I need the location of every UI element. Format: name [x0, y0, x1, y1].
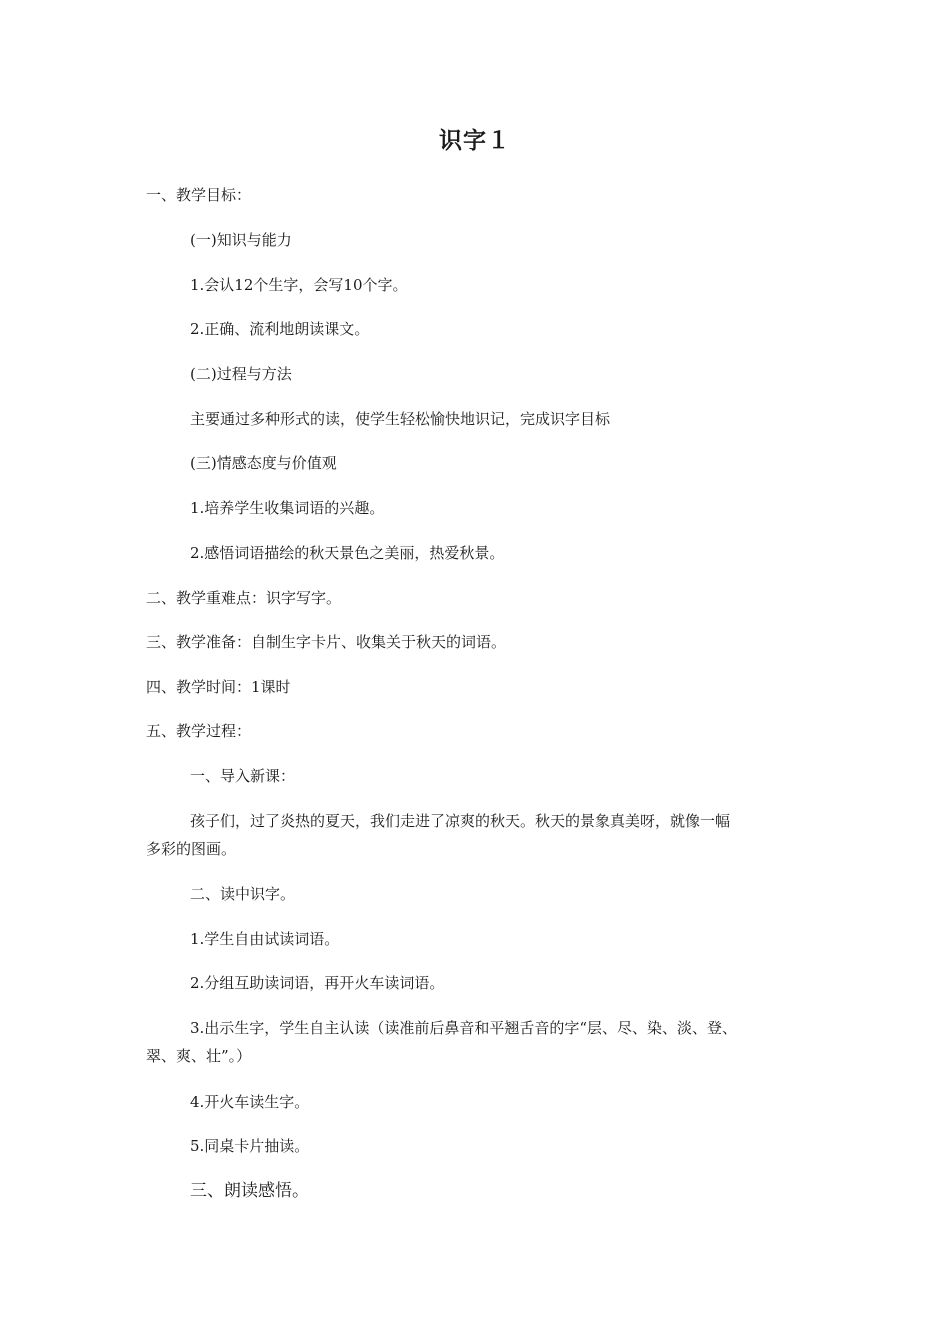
paragraph: 5.同桌卡片抽读。	[190, 1137, 310, 1155]
paragraph: 1.学生自由试读词语。	[190, 930, 340, 948]
paragraph: 孩子们，过了炎热的夏天，我们走进了凉爽的秋天。秋天的景象真美呀，就像一幅	[190, 812, 731, 830]
paragraph-continuation: 翠、爽、壮”。）	[146, 1047, 252, 1065]
paragraph-continuation: 多彩的图画。	[146, 840, 237, 858]
document-title: 识字１	[439, 127, 511, 154]
paragraph: 4.开火车读生字。	[190, 1093, 310, 1111]
paragraph: 2.感悟词语描绘的秋天景色之美丽，热爱秋景。	[190, 544, 505, 562]
subsection-heading: 一、导入新课：	[190, 767, 296, 785]
subsection-heading: (一)知识与能力	[190, 231, 292, 249]
subsection-heading: 二、读中识字。	[190, 885, 296, 903]
paragraph: 2.正确、流利地朗读课文。	[190, 320, 370, 338]
subsection-heading: (二)过程与方法	[190, 365, 292, 383]
paragraph: 主要通过多种形式的读，使学生轻松愉快地识记，完成识字目标	[190, 410, 611, 428]
paragraph: 1.培养学生收集词语的兴趣。	[190, 499, 385, 517]
paragraph: 2.分组互助读词语，再开火车读词语。	[190, 974, 445, 992]
section-heading: 二、教学重难点：识字写字。	[146, 589, 342, 607]
section-heading: 三、教学准备：自制生字卡片、收集关于秋天的词语。	[146, 633, 507, 651]
section-heading: 五、教学过程：	[146, 722, 252, 740]
section-heading: 一、教学目标：	[146, 186, 252, 204]
section-heading: 四、教学时间：1课时	[146, 678, 291, 696]
subsection-heading: (三)情感态度与价值观	[190, 454, 337, 472]
subsection-heading: 三、朗读感悟。	[190, 1181, 309, 1201]
paragraph: 1.会认12个生字，会写10个字。	[190, 276, 408, 294]
paragraph: 3.出示生字，学生自主认读（读准前后鼻音和平翘舌音的字“层、尽、染、淡、登、	[190, 1019, 737, 1037]
